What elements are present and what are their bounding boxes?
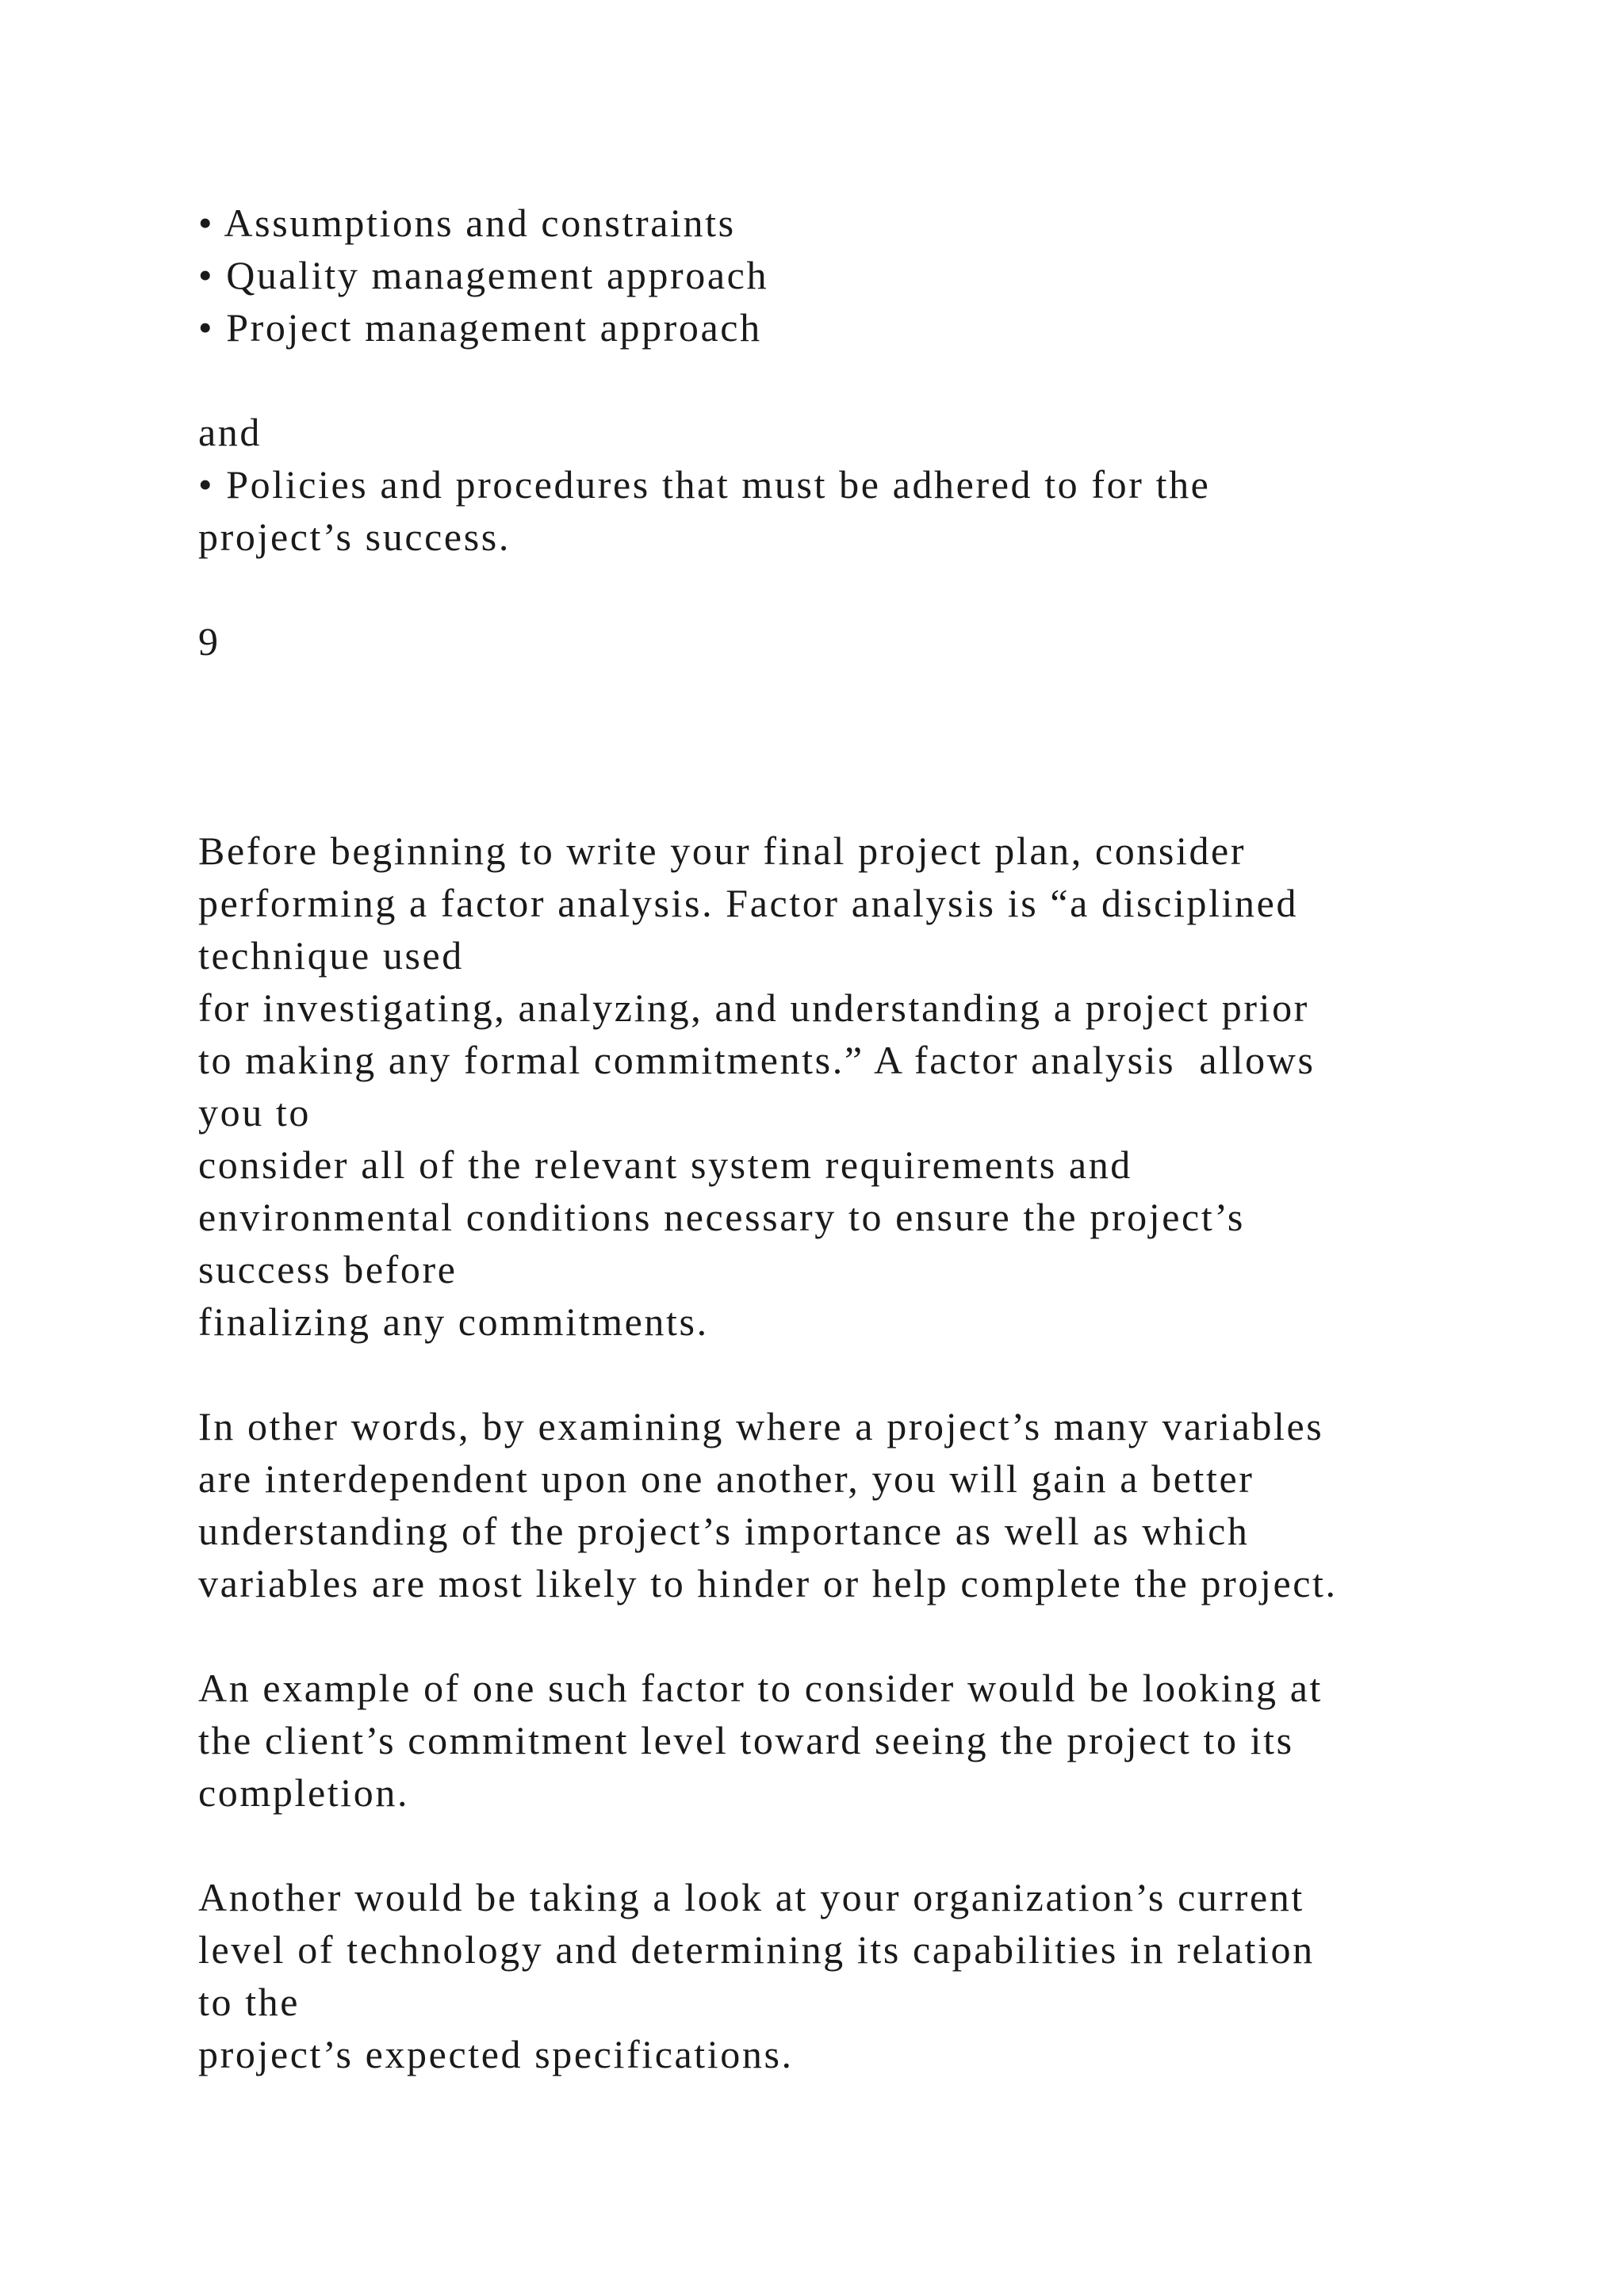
- paragraph-line: technique used: [198, 933, 464, 978]
- paragraph-line: consider all of the relevant system requirements and: [198, 1142, 1132, 1187]
- paragraph-line: to making any formal commitments.” A factor analysis allows: [198, 1038, 1316, 1082]
- paragraph-line: project’s expected specifications.: [198, 2032, 794, 2076]
- paragraph-line: variables are most likely to hinder or help complete the project.: [198, 1561, 1338, 1605]
- paragraph-line: level of technology and determining its capabilities in relation: [198, 1927, 1315, 1972]
- paragraph-line: for investigating, analyzing, and understanding a project prior: [198, 985, 1309, 1030]
- paragraph-line: Before beginning to write your final project plan, consider: [198, 828, 1247, 873]
- paragraph-line: performing a factor analysis. Factor analysis is “a disciplined: [198, 881, 1299, 925]
- paragraph-line: the client’s commitment level toward seeing the project to its: [198, 1718, 1294, 1762]
- policies-line: • Policies and procedures that must be adhered to for the: [198, 462, 1211, 507]
- page-number: 9: [198, 619, 220, 664]
- paragraph-line: In other words, by examining where a project’s many variables: [198, 1404, 1324, 1448]
- paragraph-line: completion.: [198, 1770, 410, 1815]
- paragraph-line: Another would be taking a look at your organization’s current: [198, 1875, 1304, 1919]
- bullet-item-assumptions: • Assumptions and constraints: [198, 201, 736, 245]
- paragraph-line: understanding of the project’s importance as well as which: [198, 1509, 1250, 1553]
- paragraph-line: are interdependent upon one another, you will gain a better: [198, 1456, 1254, 1501]
- bullet-item-project-management: • Project management approach: [198, 305, 762, 350]
- paragraph-line: environmental conditions necessary to ensure the project’s: [198, 1195, 1245, 1239]
- bullet-item-quality: • Quality management approach: [198, 253, 769, 297]
- policies-line: project’s success.: [198, 515, 511, 559]
- paragraph-line: you to: [198, 1090, 311, 1135]
- paragraph-line: success before: [198, 1247, 458, 1292]
- paragraph-line: finalizing any commitments.: [198, 1299, 709, 1344]
- paragraph-line: An example of one such factor to consider would be looking at: [198, 1666, 1323, 1710]
- paragraph-line: to the: [198, 1980, 301, 2024]
- and-text: and: [198, 410, 262, 454]
